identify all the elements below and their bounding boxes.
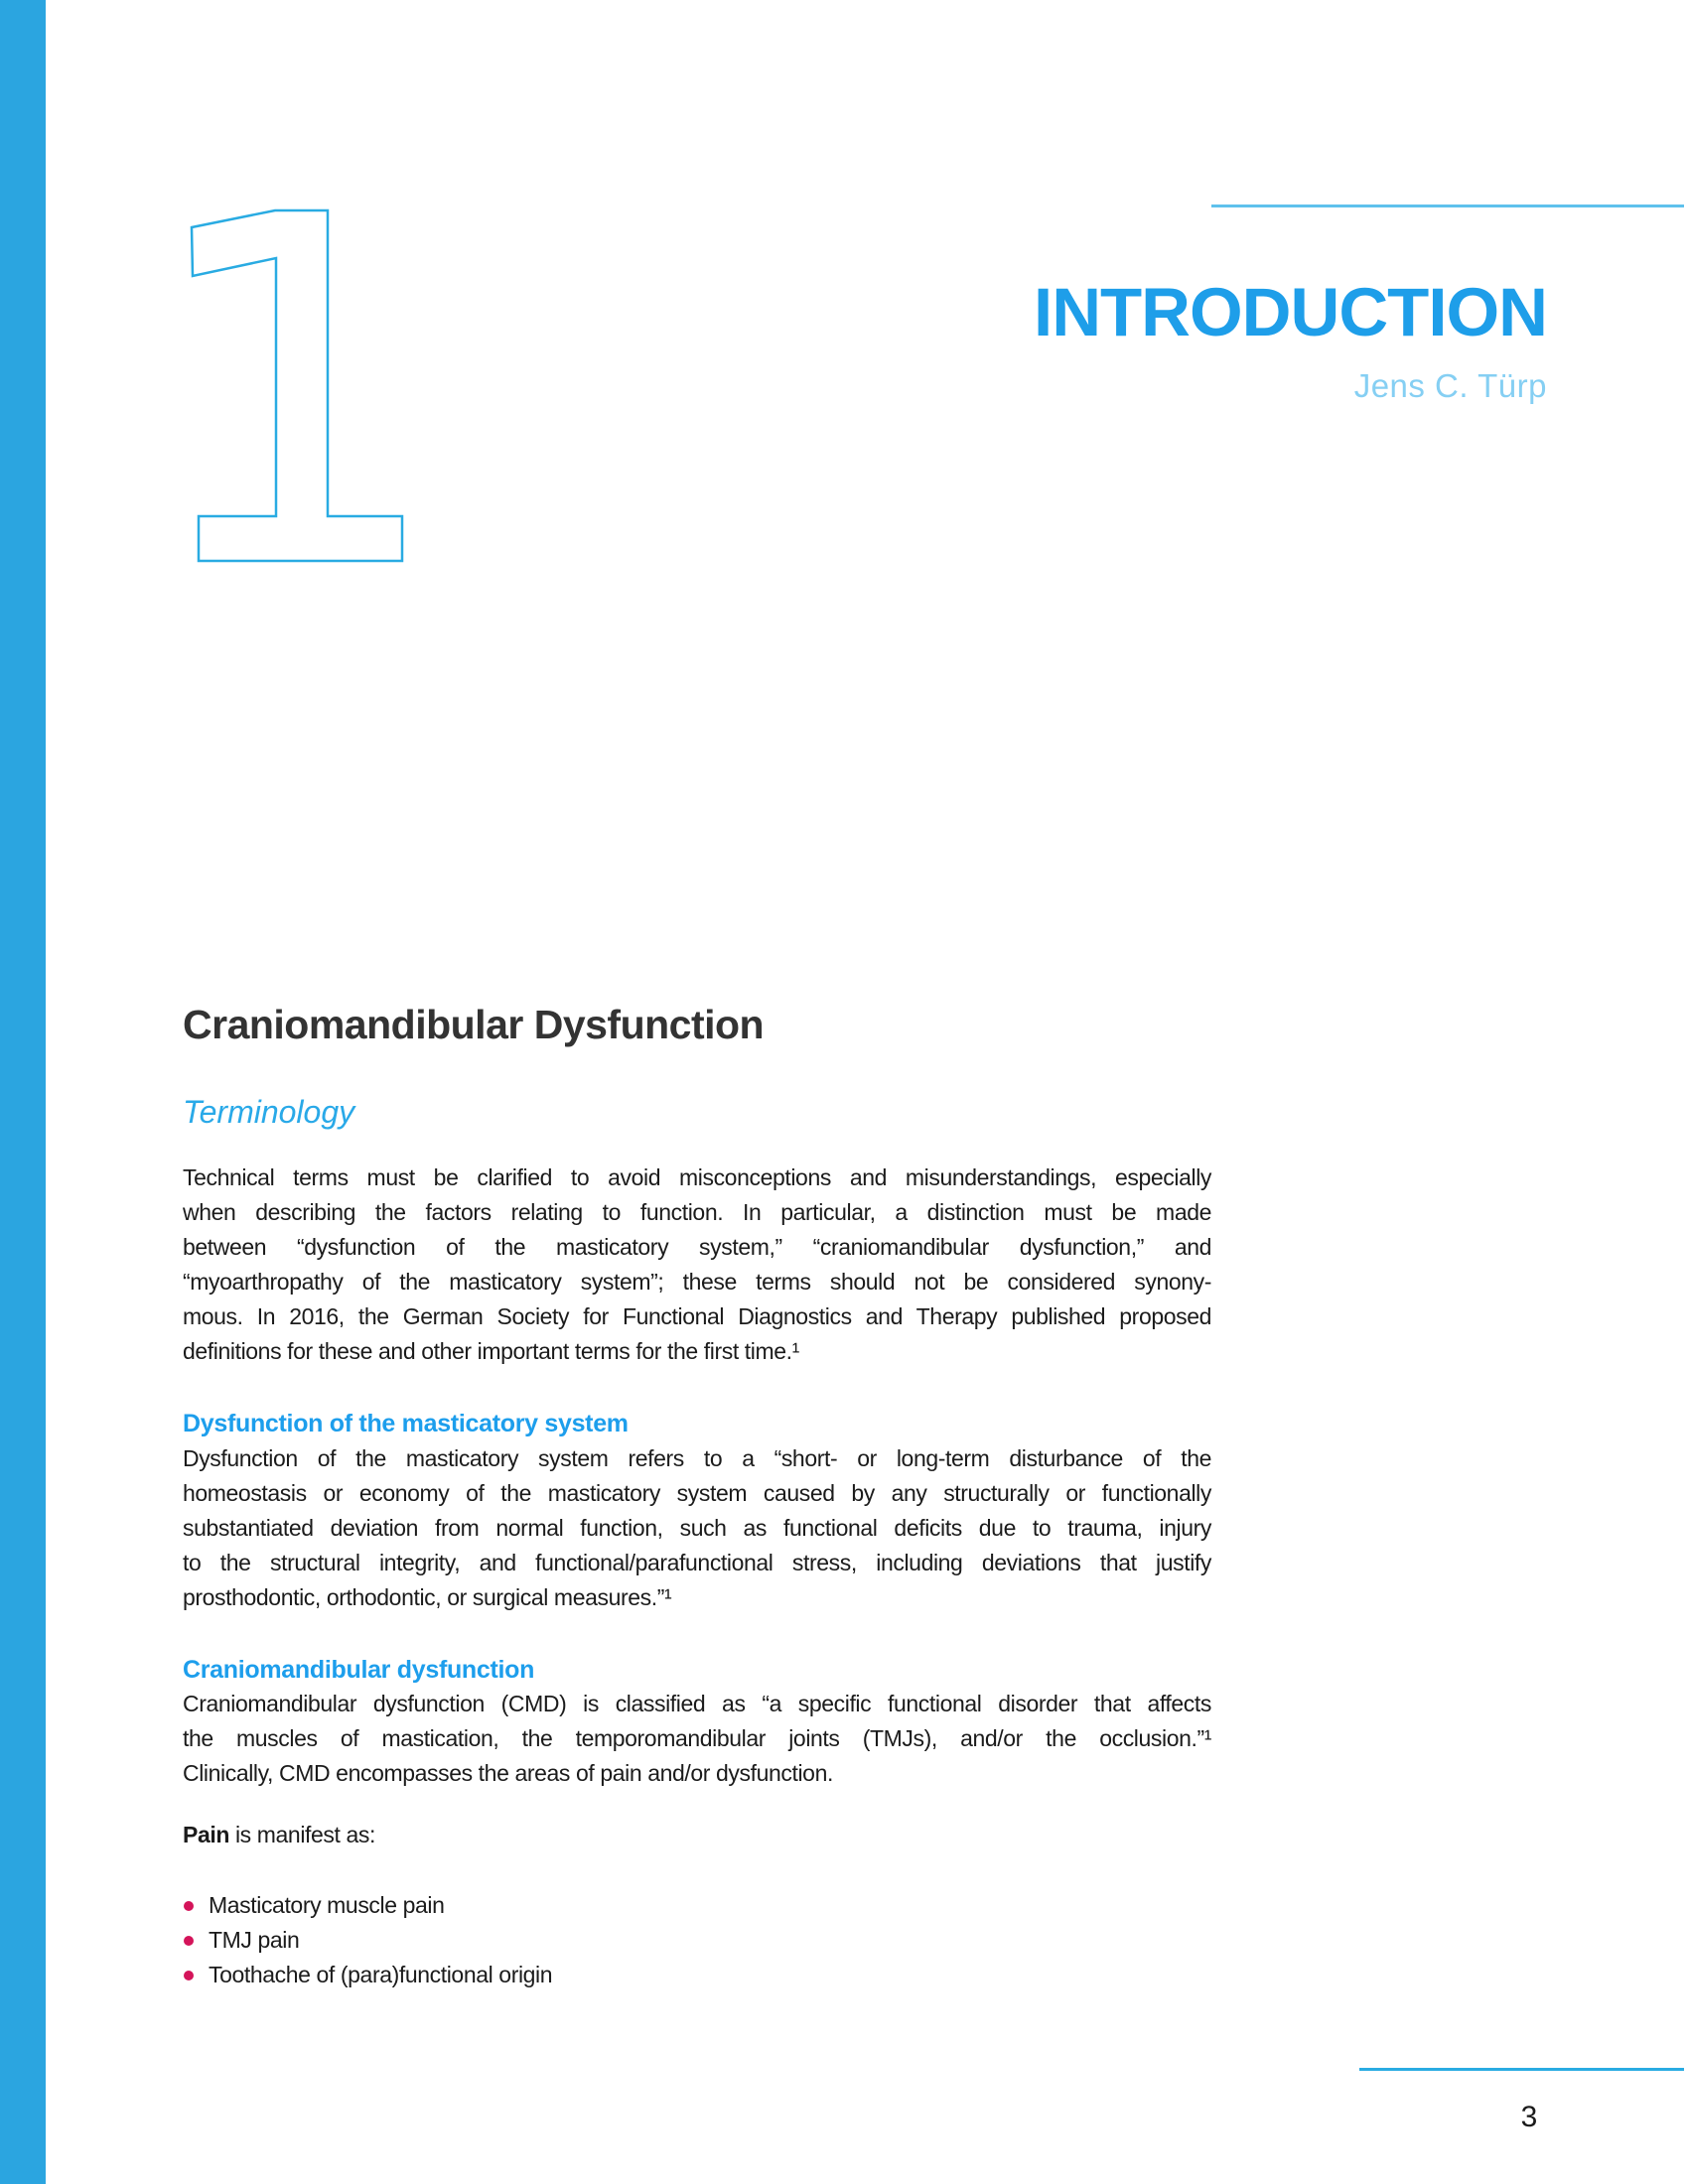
paragraph-terminology xyxy=(183,1160,1211,1369)
text-line: between “dysfunction of the masticatory system,” “craniomandibular dysfunction,” and xyxy=(183,1234,1211,1260)
text-line: when describing the factors relating to function. In particular, a distinction must be made xyxy=(183,1199,1211,1225)
text-line: “myoarthropathy of the masticatory system”; these terms should not be considered synony- xyxy=(183,1269,1211,1295)
text-line: mous. In 2016, the German Society for Functional Diagnostics and Therapy published proposed xyxy=(183,1303,1211,1329)
chapter-author: Jens C. Türp xyxy=(1353,367,1547,404)
list-item-label: Toothache of (para)functional origin xyxy=(209,1962,553,1987)
text-line: Dysfunction of the masticatory system refers to a “short- or long-term disturbance of the xyxy=(183,1445,1211,1471)
list-item-label: Masticatory muscle pain xyxy=(209,1892,445,1918)
text-line: definitions for these and other important terms for the first time.¹ xyxy=(183,1338,799,1364)
text-line: Technical terms must be clarified to avoid misconceptions and misunderstandings, especially xyxy=(183,1164,1211,1190)
footer-rule xyxy=(1359,2068,1684,2071)
page-number: 3 xyxy=(1520,2101,1538,2133)
paragraph-cmd xyxy=(183,1687,1211,1791)
pain-lead: Pain xyxy=(183,1822,229,1847)
text-line: substantiated deviation from normal function, such as functional deficits due to trauma, injury xyxy=(183,1515,1211,1541)
chapter-number-outline-icon xyxy=(184,204,412,571)
chapter-edge-tab xyxy=(0,0,46,2184)
list-item xyxy=(183,1958,1211,1992)
text-line: to the structural integrity, and functional/parafunctional stress, including deviations that justify xyxy=(183,1550,1211,1575)
list-item xyxy=(183,1888,1211,1923)
list-item xyxy=(183,1923,1211,1958)
text-line: homeostasis or economy of the masticatory system caused by any structurally or functionally xyxy=(183,1480,1211,1506)
bullet-icon xyxy=(184,1936,194,1946)
bullet-icon xyxy=(184,1901,194,1911)
text-line: Clinically, CMD encompasses the areas of pain and/or dysfunction. xyxy=(183,1760,833,1786)
pain-intro-line xyxy=(183,1818,1211,1852)
pain-rest: is manifest as: xyxy=(228,1822,375,1847)
paragraph-dysfunction xyxy=(183,1441,1211,1615)
bullet-icon xyxy=(184,1971,194,1980)
pain-bullet-list xyxy=(183,1888,1211,1992)
section-heading-cmd: Craniomandibular dysfunction xyxy=(183,1656,535,1684)
header-rule xyxy=(1211,205,1684,207)
main-heading: Craniomandibular Dysfunction xyxy=(183,1002,765,1047)
text-line: Craniomandibular dysfunction (CMD) is classified as “a specific functional disorder that affects xyxy=(183,1691,1211,1716)
text-line: prosthodontic, orthodontic, or surgical measures.”¹ xyxy=(183,1584,672,1610)
section-heading-dysfunction: Dysfunction of the masticatory system xyxy=(183,1410,629,1437)
text-line: the muscles of mastication, the temporomandibular joints (TMJs), and/or the occlusion.”¹ xyxy=(183,1725,1211,1751)
chapter-title: INTRODUCTION xyxy=(1034,274,1547,350)
list-item-label: TMJ pain xyxy=(209,1927,300,1953)
subheading-terminology: Terminology xyxy=(183,1094,355,1130)
